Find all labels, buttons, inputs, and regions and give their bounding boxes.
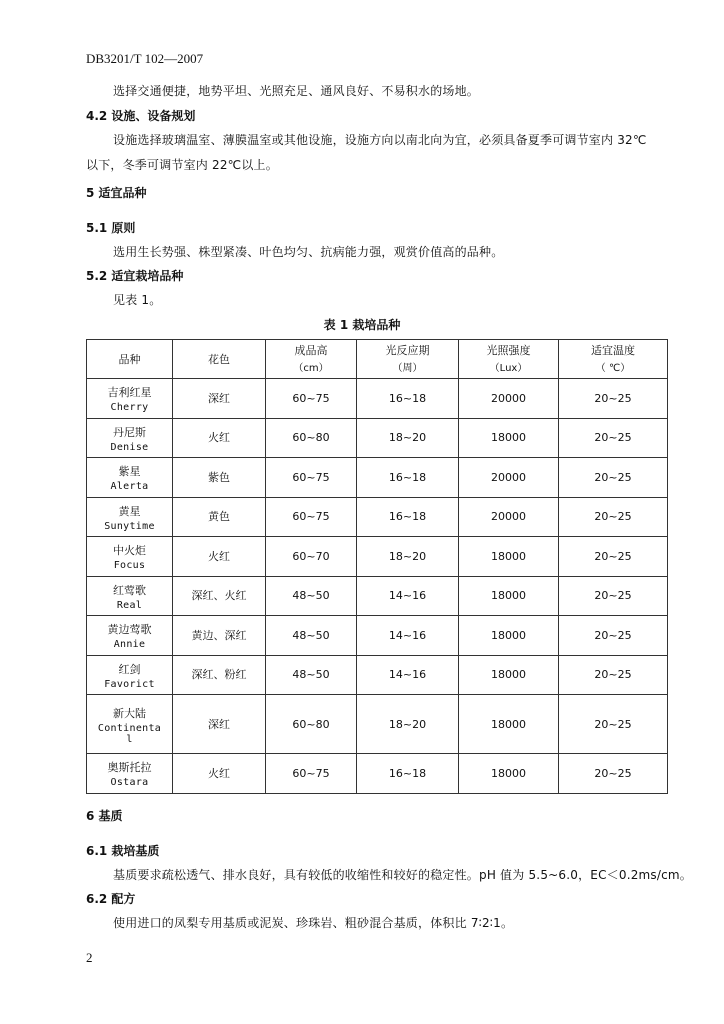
- variety-cell: 红剑 Favorict: [87, 655, 173, 695]
- flower-color-cell: 火红: [173, 754, 266, 794]
- site-selection-text: 选择交通便捷，地势平坦、光照充足、通风良好、不易积水的场地。: [113, 84, 480, 98]
- header-variety: 品种: [87, 340, 173, 379]
- height-cell: 48~50: [266, 655, 357, 695]
- table-row: [87, 576, 668, 616]
- table-row: [87, 418, 668, 458]
- photoperiod-cell: 18~20: [357, 537, 459, 577]
- light-cell: 18000: [459, 537, 559, 577]
- light-cell: 18000: [459, 418, 559, 458]
- photoperiod-cell: 18~20: [357, 418, 459, 458]
- table-row: [87, 616, 668, 656]
- section-6-2-text: 使用进口的凤梨专用基质或泥炭、珍珠岩、粗砂混合基质，体积比 7∶2∶1。: [113, 916, 514, 930]
- section-6-title: 6 基质: [86, 809, 123, 823]
- photoperiod-cell: 18~20: [357, 695, 459, 754]
- temperature-cell: 20~25: [559, 695, 668, 754]
- height-cell: 60~80: [266, 418, 357, 458]
- light-cell: 18000: [459, 695, 559, 754]
- temperature-cell: 20~25: [559, 655, 668, 695]
- section-4-2-text-line2: 以下，冬季可调节室内 22℃以上。: [86, 158, 278, 172]
- section-5-title: 5 适宜品种: [86, 186, 147, 200]
- table-row: [87, 655, 668, 695]
- doc-code-header: DB3201/T 102—2007: [86, 51, 204, 66]
- section-4-2-title: 4.2 设施、设备规划: [86, 109, 196, 123]
- header-flower-color: 花色: [173, 340, 266, 379]
- light-cell: 18000: [459, 655, 559, 695]
- table-header-row: [87, 340, 668, 379]
- variety-cell: 紫星 Alerta: [87, 458, 173, 498]
- table-row: [87, 754, 668, 794]
- table-row: [87, 497, 668, 537]
- photoperiod-cell: 16~18: [357, 458, 459, 498]
- section-4-2-text-line1: 设施选择玻璃温室、薄膜温室或其他设施，设施方向以南北向为宜，必须具备夏季可调节室内 32℃: [113, 133, 647, 147]
- height-cell: 60~75: [266, 754, 357, 794]
- light-cell: 18000: [459, 754, 559, 794]
- section-5-1-text: 选用生长势强、株型紧凑、叶色均匀、抗病能力强，观赏价值高的品种。: [113, 245, 504, 259]
- header-light-intensity: 光照强度 （Lux）: [459, 340, 559, 379]
- table-caption: 表 1 栽培品种: [323, 318, 401, 332]
- variety-cell: 新大陆 Continenta l: [87, 695, 173, 754]
- header-plant-height: 成品高 （cm）: [266, 340, 357, 379]
- section-6-2-title: 6.2 配方: [86, 892, 136, 906]
- light-cell: 18000: [459, 616, 559, 656]
- temperature-cell: 20~25: [559, 497, 668, 537]
- flower-color-cell: 黄边、深红: [173, 616, 266, 656]
- table-row: [87, 537, 668, 577]
- table-row: [87, 379, 668, 419]
- photoperiod-cell: 16~18: [357, 497, 459, 537]
- flower-color-cell: 深红、火红: [173, 576, 266, 616]
- photoperiod-cell: 14~16: [357, 655, 459, 695]
- variety-cell: 中火炬 Focus: [87, 537, 173, 577]
- variety-cell: 红莺歌 Real: [87, 576, 173, 616]
- light-cell: 20000: [459, 458, 559, 498]
- temperature-cell: 20~25: [559, 418, 668, 458]
- flower-color-cell: 深红: [173, 379, 266, 419]
- height-cell: 60~80: [266, 695, 357, 754]
- variety-cell: 丹尼斯 Denise: [87, 418, 173, 458]
- flower-color-cell: 深红、粉红: [173, 655, 266, 695]
- light-cell: 20000: [459, 379, 559, 419]
- section-6-1-text: 基质要求疏松透气、排水良好，具有较低的收缩性和较好的稳定性。pH 值为 5.5~6.0，EC＜0.2ms/cm。: [113, 868, 693, 882]
- variety-cell: 吉利红星 Cherry: [87, 379, 173, 419]
- temperature-cell: 20~25: [559, 379, 668, 419]
- table-row: [87, 695, 668, 754]
- section-5-1-title: 5.1 原则: [86, 221, 136, 235]
- photoperiod-cell: 16~18: [357, 754, 459, 794]
- temperature-cell: 20~25: [559, 754, 668, 794]
- section-5-2-text: 见表 1。: [113, 293, 162, 307]
- height-cell: 60~70: [266, 537, 357, 577]
- flower-color-cell: 火红: [173, 418, 266, 458]
- section-6-1-title: 6.1 栽培基质: [86, 844, 160, 858]
- flower-color-cell: 深红: [173, 695, 266, 754]
- photoperiod-cell: 14~16: [357, 576, 459, 616]
- height-cell: 48~50: [266, 616, 357, 656]
- temperature-cell: 20~25: [559, 537, 668, 577]
- light-cell: 20000: [459, 497, 559, 537]
- height-cell: 48~50: [266, 576, 357, 616]
- header-photoperiod: 光反应期 （周）: [357, 340, 459, 379]
- flower-color-cell: 黄色: [173, 497, 266, 537]
- photoperiod-cell: 14~16: [357, 616, 459, 656]
- photoperiod-cell: 16~18: [357, 379, 459, 419]
- temperature-cell: 20~25: [559, 458, 668, 498]
- temperature-cell: 20~25: [559, 576, 668, 616]
- variety-cell: 黄边莺歌 Annie: [87, 616, 173, 656]
- height-cell: 60~75: [266, 379, 357, 419]
- variety-cell: 奥斯托拉 Ostara: [87, 754, 173, 794]
- page-number: 2: [86, 950, 93, 965]
- temperature-cell: 20~25: [559, 616, 668, 656]
- height-cell: 60~75: [266, 458, 357, 498]
- variety-cell: 黄星 Sunytime: [87, 497, 173, 537]
- flower-color-cell: 火红: [173, 537, 266, 577]
- height-cell: 60~75: [266, 497, 357, 537]
- flower-color-cell: 紫色: [173, 458, 266, 498]
- table-row: [87, 458, 668, 498]
- header-temperature: 适宜温度 （ ℃）: [559, 340, 668, 379]
- light-cell: 18000: [459, 576, 559, 616]
- cultivar-table: [86, 339, 668, 794]
- section-5-2-title: 5.2 适宜栽培品种: [86, 269, 184, 283]
